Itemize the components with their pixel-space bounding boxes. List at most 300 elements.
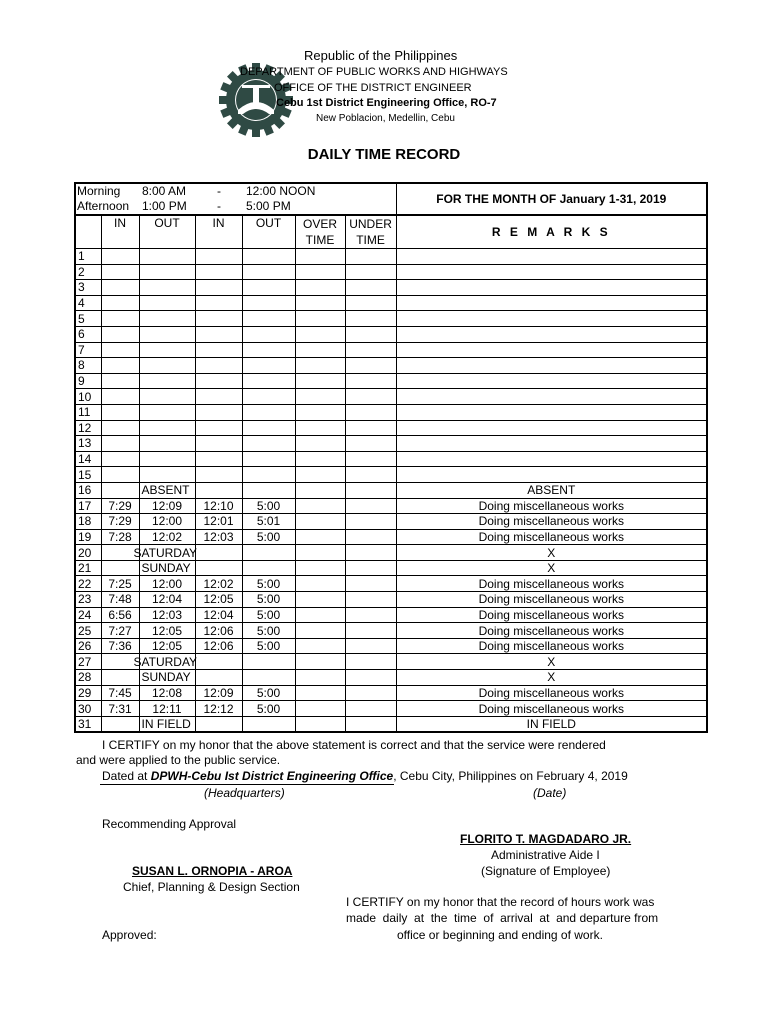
- headquarters-underline: [100, 784, 394, 785]
- out-pm-cell: [242, 467, 295, 483]
- in-am-cell: 6:56: [101, 607, 139, 623]
- in-pm-cell: [195, 264, 242, 280]
- out-pm-cell: 5:00: [242, 498, 295, 514]
- table-row: [75, 576, 707, 592]
- out-am-cell: SATURDAY: [133, 545, 198, 560]
- in-am-cell: 7:45: [101, 685, 139, 701]
- headquarters-label: (Headquarters): [204, 786, 285, 800]
- table-row: [75, 529, 707, 545]
- day-cell: 23: [75, 592, 101, 608]
- col-out-am: OUT: [139, 215, 195, 249]
- undertime-cell: [345, 358, 396, 374]
- out-am-cell: 12:00: [139, 514, 195, 530]
- out-pm-cell: [242, 326, 295, 342]
- table-row: [75, 638, 707, 654]
- table-row: [75, 451, 707, 467]
- col-overtime: OVER TIME: [295, 215, 345, 249]
- overtime-cell: [295, 326, 345, 342]
- in-pm-cell: 12:04: [195, 607, 242, 623]
- in-am-cell: [101, 560, 139, 576]
- overtime-cell: [295, 436, 345, 452]
- overtime-cell: [295, 342, 345, 358]
- out-pm-cell: [242, 342, 295, 358]
- day-cell: 6: [75, 326, 101, 342]
- undertime-cell: [345, 560, 396, 576]
- out-pm-cell: [242, 560, 295, 576]
- overtime-cell: [295, 514, 345, 530]
- out-am-cell: [139, 264, 195, 280]
- day-cell: 5: [75, 311, 101, 327]
- undertime-cell: [345, 311, 396, 327]
- remark-cell: [396, 451, 707, 467]
- overtime-cell: [295, 404, 345, 420]
- remark-cell: X: [396, 545, 707, 561]
- day-cell: 10: [75, 389, 101, 405]
- table-row: [75, 404, 707, 420]
- header-line-4: Cebu 1st District Engineering Office, RO-7: [276, 97, 497, 109]
- out-am-cell: [139, 249, 195, 265]
- out-am-cell: SUNDAY: [139, 560, 195, 576]
- recommender-position: Chief, Planning & Design Section: [123, 880, 300, 894]
- out-pm-cell: [242, 420, 295, 436]
- in-pm-cell: 12:02: [195, 576, 242, 592]
- in-pm-cell: [195, 436, 242, 452]
- in-pm-cell: [195, 451, 242, 467]
- out-am-cell: 12:04: [139, 592, 195, 608]
- in-am-cell: [101, 420, 139, 436]
- month-label: FOR THE MONTH OF January 1-31, 2019: [396, 183, 707, 215]
- undertime-cell: [345, 638, 396, 654]
- overtime-cell: [295, 358, 345, 374]
- remark-cell: Doing miscellaneous works: [396, 623, 707, 639]
- in-pm-cell: 12:10: [195, 498, 242, 514]
- out-am-cell: [139, 420, 195, 436]
- in-pm-cell: 12:12: [195, 701, 242, 717]
- remark-cell: [396, 342, 707, 358]
- overtime-cell: [295, 498, 345, 514]
- out-am-cell: [139, 389, 195, 405]
- undertime-cell: [345, 576, 396, 592]
- out-am-cell: [139, 467, 195, 483]
- out-am-cell: SUNDAY: [139, 670, 195, 686]
- remark-cell: IN FIELD: [396, 716, 707, 732]
- afternoon-label: Afternoon: [77, 199, 130, 213]
- in-am-cell: [101, 389, 139, 405]
- table-row: [75, 436, 707, 452]
- in-am-cell: 7:48: [101, 592, 139, 608]
- in-pm-cell: [195, 545, 242, 561]
- in-pm-cell: 12:06: [195, 638, 242, 654]
- day-cell: 17: [75, 498, 101, 514]
- out-am-cell: [139, 280, 195, 296]
- out-am-cell: [139, 326, 195, 342]
- morning-in: 8:00 AM: [142, 184, 187, 198]
- overtime-cell: [295, 482, 345, 498]
- out-am-cell: [139, 436, 195, 452]
- out-am-cell: 12:00: [139, 576, 195, 592]
- out-am-cell: ABSENT: [139, 482, 195, 498]
- day-cell: 21: [75, 560, 101, 576]
- remark-cell: [396, 404, 707, 420]
- out-am-cell: IN FIELD: [139, 716, 195, 732]
- day-cell: 15: [75, 467, 101, 483]
- undertime-cell: [345, 716, 396, 732]
- day-cell: 2: [75, 264, 101, 280]
- out-pm-cell: [242, 264, 295, 280]
- day-cell: 30: [75, 701, 101, 717]
- certification2-line-3: office or beginning and ending of work.: [397, 928, 603, 942]
- in-am-cell: [101, 295, 139, 311]
- out-pm-cell: [242, 404, 295, 420]
- out-pm-cell: [242, 654, 295, 670]
- undertime-cell: [345, 592, 396, 608]
- out-pm-cell: [242, 716, 295, 732]
- header-line-2: DEPARTMENT OF PUBLIC WORKS AND HIGHWAYS: [240, 66, 508, 78]
- out-am-cell: [139, 311, 195, 327]
- table-row: [75, 420, 707, 436]
- table-row: [75, 560, 707, 576]
- overtime-cell: [295, 654, 345, 670]
- undertime-cell: [345, 607, 396, 623]
- table-row: [75, 592, 707, 608]
- out-am-cell: 12:08: [139, 685, 195, 701]
- undertime-cell: [345, 342, 396, 358]
- undertime-cell: [345, 326, 396, 342]
- table-row: [75, 342, 707, 358]
- in-pm-cell: [195, 716, 242, 732]
- undertime-cell: [345, 373, 396, 389]
- out-pm-cell: 5:00: [242, 623, 295, 639]
- table-row: [75, 514, 707, 530]
- col-out-pm: OUT: [242, 215, 295, 249]
- header-line-1: Republic of the Philippines: [304, 48, 458, 63]
- in-am-cell: [101, 670, 139, 686]
- out-am-cell: [139, 451, 195, 467]
- out-pm-cell: [242, 389, 295, 405]
- day-cell: 12: [75, 420, 101, 436]
- day-cell: 27: [75, 654, 101, 670]
- out-pm-cell: 5:00: [242, 529, 295, 545]
- in-pm-cell: [195, 670, 242, 686]
- remark-cell: X: [396, 654, 707, 670]
- in-pm-cell: [195, 311, 242, 327]
- header-line-3: OFFICE OF THE DISTRICT ENGINEER: [274, 82, 472, 94]
- remark-cell: [396, 249, 707, 265]
- day-cell: 25: [75, 623, 101, 639]
- out-pm-cell: [242, 249, 295, 265]
- overtime-cell: [295, 420, 345, 436]
- out-am-cell: [139, 404, 195, 420]
- remark-cell: Doing miscellaneous works: [396, 529, 707, 545]
- table-row: [75, 311, 707, 327]
- in-am-cell: [101, 404, 139, 420]
- in-pm-cell: 12:06: [195, 623, 242, 639]
- remark-cell: [396, 420, 707, 436]
- day-cell: 29: [75, 685, 101, 701]
- out-am-cell: SATURDAY: [133, 654, 198, 669]
- day-cell: 18: [75, 514, 101, 530]
- day-cell: 8: [75, 358, 101, 374]
- remark-cell: Doing miscellaneous works: [396, 607, 707, 623]
- overtime-cell: [295, 592, 345, 608]
- remark-cell: X: [396, 670, 707, 686]
- out-pm-cell: 5:00: [242, 576, 295, 592]
- out-pm-cell: 5:00: [242, 685, 295, 701]
- afternoon-out: 5:00 PM: [246, 199, 291, 213]
- in-pm-cell: [195, 420, 242, 436]
- undertime-cell: [345, 451, 396, 467]
- overtime-cell: [295, 264, 345, 280]
- out-pm-cell: [242, 451, 295, 467]
- undertime-cell: [345, 467, 396, 483]
- out-am-cell: 12:02: [139, 529, 195, 545]
- out-pm-cell: [242, 545, 295, 561]
- in-am-cell: 7:29: [101, 498, 139, 514]
- day-cell: 3: [75, 280, 101, 296]
- in-pm-cell: [195, 295, 242, 311]
- table-row: [75, 670, 707, 686]
- in-am-cell: 7:31: [101, 701, 139, 717]
- undertime-cell: [345, 389, 396, 405]
- morning-out: 12:00 NOON: [246, 184, 316, 198]
- undertime-cell: [345, 498, 396, 514]
- out-am-cell: 12:09: [139, 498, 195, 514]
- in-pm-cell: [195, 389, 242, 405]
- undertime-cell: [345, 249, 396, 265]
- in-am-cell: 7:36: [101, 638, 139, 654]
- remark-cell: Doing miscellaneous works: [396, 701, 707, 717]
- day-cell: 22: [75, 576, 101, 592]
- remark-cell: Doing miscellaneous works: [396, 498, 707, 514]
- table-row: [75, 358, 707, 374]
- recommending-approval: Recommending Approval: [102, 817, 237, 831]
- overtime-cell: [295, 545, 345, 561]
- out-pm-cell: [242, 482, 295, 498]
- overtime-cell: [295, 529, 345, 545]
- remark-cell: [396, 280, 707, 296]
- out-pm-cell: [242, 358, 295, 374]
- in-am-cell: [101, 482, 139, 498]
- date-label: (Date): [533, 786, 567, 800]
- out-pm-cell: [242, 311, 295, 327]
- col-in-am: IN: [101, 215, 139, 249]
- undertime-cell: [345, 545, 396, 561]
- in-am-cell: 7:27: [101, 623, 139, 639]
- in-pm-cell: 12:05: [195, 592, 242, 608]
- table-row: [75, 685, 707, 701]
- day-cell: 28: [75, 670, 101, 686]
- out-pm-cell: [242, 670, 295, 686]
- undertime-cell: [345, 529, 396, 545]
- overtime-cell: [295, 670, 345, 686]
- table-row: [75, 280, 707, 296]
- remark-cell: Doing miscellaneous works: [396, 514, 707, 530]
- certification2-line-1: I CERTIFY on my honor that the record of hours work was: [346, 895, 655, 909]
- day-cell: 13: [75, 436, 101, 452]
- overtime-cell: [295, 311, 345, 327]
- certification-line-1: I CERTIFY on my honor that the above statement is correct and that the service were rendered: [102, 738, 606, 752]
- undertime-cell: [345, 654, 396, 670]
- overtime-cell: [295, 280, 345, 296]
- remark-cell: Doing miscellaneous works: [396, 576, 707, 592]
- overtime-cell: [295, 638, 345, 654]
- afternoon-in: 1:00 PM: [142, 199, 187, 213]
- in-pm-cell: [195, 560, 242, 576]
- remark-cell: [396, 467, 707, 483]
- overtime-cell: [295, 560, 345, 576]
- undertime-cell: [345, 436, 396, 452]
- table-row: [75, 295, 707, 311]
- employee-signature-label: (Signature of Employee): [481, 864, 611, 878]
- in-am-cell: [101, 280, 139, 296]
- employee-position: Administrative Aide I: [491, 848, 600, 862]
- in-pm-cell: [195, 404, 242, 420]
- undertime-cell: [345, 295, 396, 311]
- table-row: [75, 389, 707, 405]
- remark-cell: X: [396, 560, 707, 576]
- remark-cell: Doing miscellaneous works: [396, 638, 707, 654]
- day-cell: 31: [75, 716, 101, 732]
- table-row: [75, 467, 707, 483]
- in-am-cell: [101, 436, 139, 452]
- remark-cell: Doing miscellaneous works: [396, 592, 707, 608]
- remark-cell: [396, 264, 707, 280]
- overtime-cell: [295, 685, 345, 701]
- day-cell: 24: [75, 607, 101, 623]
- col-undertime: UNDER TIME: [345, 215, 396, 249]
- overtime-cell: [295, 701, 345, 717]
- day-cell: 9: [75, 373, 101, 389]
- table-row: [75, 545, 707, 561]
- in-pm-cell: 12:01: [195, 514, 242, 530]
- undertime-cell: [345, 623, 396, 639]
- overtime-cell: [295, 373, 345, 389]
- in-pm-cell: 12:09: [195, 685, 242, 701]
- column-header-row: [75, 215, 707, 249]
- in-pm-cell: [195, 342, 242, 358]
- out-am-cell: [139, 342, 195, 358]
- table-row: [75, 716, 707, 732]
- in-am-cell: 7:29: [101, 514, 139, 530]
- out-pm-cell: [242, 295, 295, 311]
- overtime-cell: [295, 576, 345, 592]
- day-cell: 16: [75, 482, 101, 498]
- morning-dash: -: [217, 184, 221, 198]
- table-row: [75, 607, 707, 623]
- out-pm-cell: 5:00: [242, 607, 295, 623]
- in-pm-cell: 12:03: [195, 529, 242, 545]
- dated-office: DPWH-Cebu Ist District Engineering Office: [150, 769, 394, 783]
- in-am-cell: [101, 358, 139, 374]
- remark-cell: [396, 311, 707, 327]
- undertime-cell: [345, 264, 396, 280]
- day-cell: 19: [75, 529, 101, 545]
- out-am-cell: 12:05: [139, 623, 195, 639]
- table-row: [75, 498, 707, 514]
- employee-name: FLORITO T. MAGDADARO JR.: [460, 832, 632, 846]
- col-day: [75, 215, 101, 249]
- in-am-cell: [101, 326, 139, 342]
- out-am-cell: 12:05: [139, 638, 195, 654]
- overtime-cell: [295, 451, 345, 467]
- out-am-cell: 12:03: [139, 607, 195, 623]
- day-cell: 14: [75, 451, 101, 467]
- out-pm-cell: [242, 373, 295, 389]
- undertime-cell: [345, 420, 396, 436]
- in-am-cell: [101, 311, 139, 327]
- in-pm-cell: [195, 482, 242, 498]
- remark-cell: [396, 373, 707, 389]
- recommender-name: SUSAN L. ORNOPIA - AROA: [132, 864, 293, 878]
- in-pm-cell: [195, 280, 242, 296]
- table-row: [75, 249, 707, 265]
- out-am-cell: [139, 373, 195, 389]
- remark-cell: [396, 358, 707, 374]
- table-row: [75, 326, 707, 342]
- in-am-cell: [101, 249, 139, 265]
- remark-cell: [396, 326, 707, 342]
- table-row: [75, 701, 707, 717]
- in-am-cell: [101, 264, 139, 280]
- undertime-cell: [345, 280, 396, 296]
- in-pm-cell: [195, 654, 242, 670]
- in-am-cell: [101, 373, 139, 389]
- table-row: [75, 264, 707, 280]
- overtime-cell: [295, 716, 345, 732]
- overtime-cell: [295, 607, 345, 623]
- out-pm-cell: [242, 280, 295, 296]
- undertime-cell: [345, 482, 396, 498]
- overtime-cell: [295, 623, 345, 639]
- in-am-cell: 7:28: [101, 529, 139, 545]
- out-am-cell: [139, 295, 195, 311]
- in-am-cell: [101, 451, 139, 467]
- in-am-cell: [101, 716, 139, 732]
- undertime-cell: [345, 404, 396, 420]
- day-cell: 26: [75, 638, 101, 654]
- page-title: DAILY TIME RECORD: [307, 146, 461, 163]
- day-cell: 20: [75, 545, 101, 561]
- table-row: [75, 623, 707, 639]
- table-row: [75, 654, 707, 670]
- afternoon-dash: -: [217, 199, 221, 213]
- in-am-cell: 7:25: [101, 576, 139, 592]
- certification2-line-2: made daily at the time of arrival at and departure from: [346, 911, 659, 925]
- in-am-cell: [101, 342, 139, 358]
- day-cell: 7: [75, 342, 101, 358]
- out-am-cell: [139, 358, 195, 374]
- remark-cell: Doing miscellaneous works: [396, 685, 707, 701]
- remark-cell: ABSENT: [396, 482, 707, 498]
- dated-line: Dated at DPWH-Cebu Ist District Engineering Office, Cebu City, Philippines on February 4, 2019: [102, 769, 628, 783]
- in-am-cell: [101, 467, 139, 483]
- undertime-cell: [345, 701, 396, 717]
- out-pm-cell: 5:01: [242, 514, 295, 530]
- overtime-cell: [295, 389, 345, 405]
- table-row: [75, 482, 707, 498]
- remark-cell: [396, 389, 707, 405]
- schedule-row: [75, 183, 707, 215]
- day-cell: 11: [75, 404, 101, 420]
- undertime-cell: [345, 670, 396, 686]
- undertime-cell: [345, 514, 396, 530]
- in-pm-cell: [195, 373, 242, 389]
- in-pm-cell: [195, 467, 242, 483]
- approved-label: Approved:: [102, 928, 157, 942]
- overtime-cell: [295, 295, 345, 311]
- remark-cell: [396, 436, 707, 452]
- overtime-cell: [295, 467, 345, 483]
